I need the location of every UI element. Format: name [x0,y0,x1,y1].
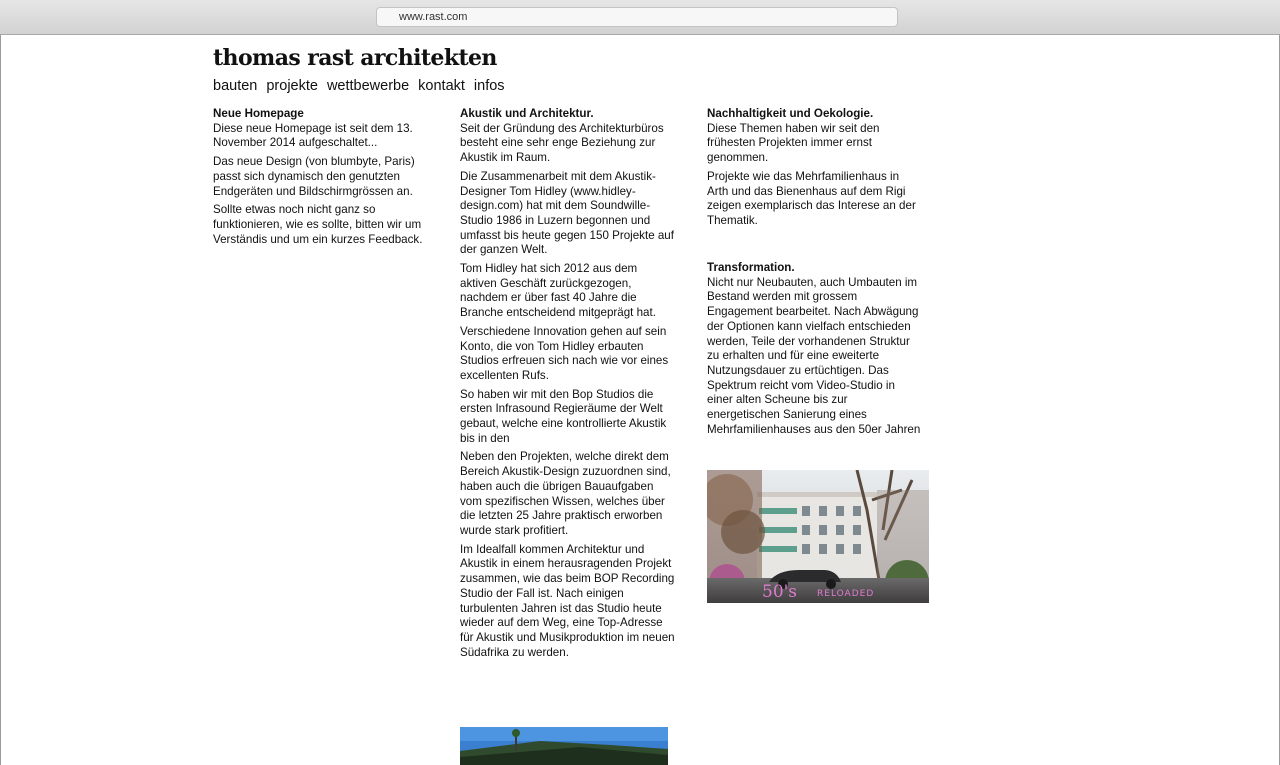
section-title: Neue Homepage [213,107,304,120]
paragraph: Seit der Gründung des Architekturbüros besteht eine sehr enge Beziehung zur Akustik im Raum. [460,121,664,165]
nav-wettbewerbe[interactable]: wettbewerbe [326,78,410,94]
nav-infos[interactable]: infos [473,78,505,94]
section-neue-homepage [213,107,428,251]
address-text: www.rast.com [399,11,468,23]
main-nav [213,78,505,94]
nav-projekte[interactable]: projekte [266,78,318,94]
paragraph: Nicht nur Neubauten, auch Umbauten im Bestand werden mit grossem Engagement bearbeitet. Nach Abwägung der Optionen kann vielfach entschieden werden, Teile der vorhandenen Struktur zu erhalten und für eine eweiterte Nutzungsdauer zu ertüchtigen. Das Spektrum reicht vom Video-Studio in einer alten Scheune bis zur energetischen Sanierung eines Mehrfamilienhauses aus den 50er Jahren [707,275,921,436]
nav-kontakt[interactable]: kontakt [418,78,465,94]
paragraph: Diese Themen haben wir seit den frühesten Projekten immer ernst genommen. [707,121,880,165]
studio-photo [460,727,668,765]
section-akustik-architektur [460,107,675,664]
photo-caption-small: RELOADED [817,589,875,599]
building-photo [707,470,929,603]
paragraph: Die Zusammenarbeit mit dem Akustik-Designer Tom Hidley (www.hidley-design.com) hat mit dem Soundwille-Studio 1986 in Luzern begonnen und umfasst bis heute gegen 150 Projekte auf der ganzen Welt. [460,169,674,257]
paragraph: Im Idealfall kommen Architektur und Akustik in einem herausragenden Projekt zusammen, wie das beim BOP Recording Studio der Fall ist. Nach einigen turbulenten Jahren ist das Studio heute wieder auf dem Weg, eine Top-Adresse für Akustik und Musikproduktion im neuen Südafrika zu werden. [460,542,675,659]
paragraph: Tom Hidley hat sich 2012 aus dem aktiven Geschäft zurückgezogen, nachdem er über fast 40 Jahre die Branche entscheidend mitgeprägt hat. [460,262,656,320]
photo-caption-big: 50's [762,582,798,602]
nav-bauten[interactable]: bauten [213,78,258,94]
paragraph: Neben den Projekten, welche direkt dem Bereich Akustik-Design zuzuordnen sind, haben auch die übrigen Bauaufgaben vom spezifischen Wissen, welches über die letzten 25 Jahre praktisch erworben wurde stark profitiert. [460,450,671,537]
paragraph: Sollte etwas noch nicht ganz so funktionieren, wie es sollte, bitten wir um Verständis und um ein kurzes Feedback. [213,203,423,246]
paragraph: Projekte wie das Mehrfamilienhaus in Arth und das Bienenhaus auf dem Rigi zeigen exemplarisch das Interese an der Thematik. [707,169,916,227]
address-bar[interactable] [376,7,898,27]
section-nachhaltigkeit [707,107,922,436]
paragraph: Das neue Design (von blumbyte, Paris) passt sich dynamisch den genutzten Endgeräten und Bildschirmgrössen an. [213,155,415,198]
browser-toolbar [0,0,1280,35]
section-title: Nachhaltigkeit und Oekologie. [707,107,874,120]
project-photo-50s-reloaded[interactable] [707,470,929,603]
site-title[interactable]: thomas rast architekten [213,45,497,71]
paragraph: So haben wir mit den Bop Studios die ersten Infrasound Regieräume der Welt gebaut, welche eine kontrollierte Akustik bis in den [460,387,667,445]
section-transformation [707,261,922,441]
page-content [0,35,1280,765]
section-title: Transformation. [707,261,795,274]
paragraph: Diese neue Homepage ist seit dem 13. November 2014 aufgeschaltet... [213,121,413,150]
section-title: Akustik und Architektur. [460,107,594,120]
project-photo-studio[interactable] [460,727,668,765]
paragraph: Verschiedene Innovation gehen auf sein Konto, die von Tom Hidley erbauten Studios erfreuen sich nach wie vor eines excellenten Rufs. [460,324,669,382]
